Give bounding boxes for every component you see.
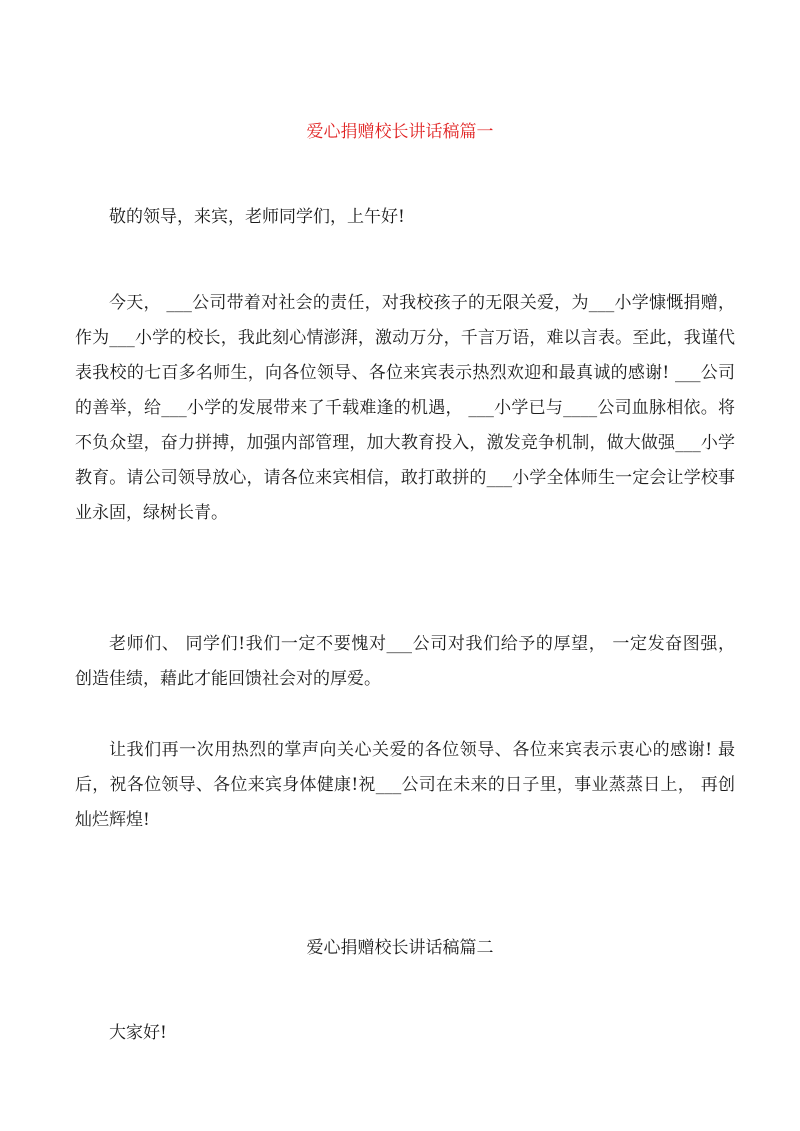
greeting-paragraph: 敬的领导，来宾，老师同学们，上午好! xyxy=(109,207,405,227)
body-paragraph-2: 老师们、 同学们!我们一定不要愧对___公司对我们给予的厚望， 一定发奋图强， 创造佳绩，藉此才能回馈社会对的厚爱。 xyxy=(75,634,735,689)
heading-part-two: 爱心捐赠校长讲话稿篇二 xyxy=(306,938,494,958)
body-paragraph-1: 今天， ___公司带着对社会的责任，对我校孩子的无限关爱，为___小学慷慨捐赠，作为___小学的校长，我此刻心情澎湃，激动万分，千言万语，难以言表。至此，我谨代表我校的七百多名师生，向各位领导、各位来宾表示热烈欢迎和最真诚的感谢! ___公司的善举，给___小学的发展带来了千载难逢的机遇， ___小学已与____公司血脉相依。将不负众望，奋力拼搏，加强内部管理，加大教育投入，激发竞争机制，做大做强___小学教育。请公司领导放心，请各位来宾相信，敢打敢拼的___小学全体师生一定会让学校事业永固，绿树长青。 xyxy=(75,293,735,523)
body-paragraph-3: 让我们再一次用热烈的掌声向关心关爱的各位领导、各位来宾表示衷心的感谢! 最后，祝各位领导、各位来宾身体健康!祝___公司在未来的日子里，事业蒸蒸日上， 再创灿烂辉煌! xyxy=(75,740,735,830)
greeting-paragraph-2: 大家好! xyxy=(109,1023,167,1043)
heading-part-one: 爱心捐赠校长讲话稿篇一 xyxy=(306,122,494,142)
